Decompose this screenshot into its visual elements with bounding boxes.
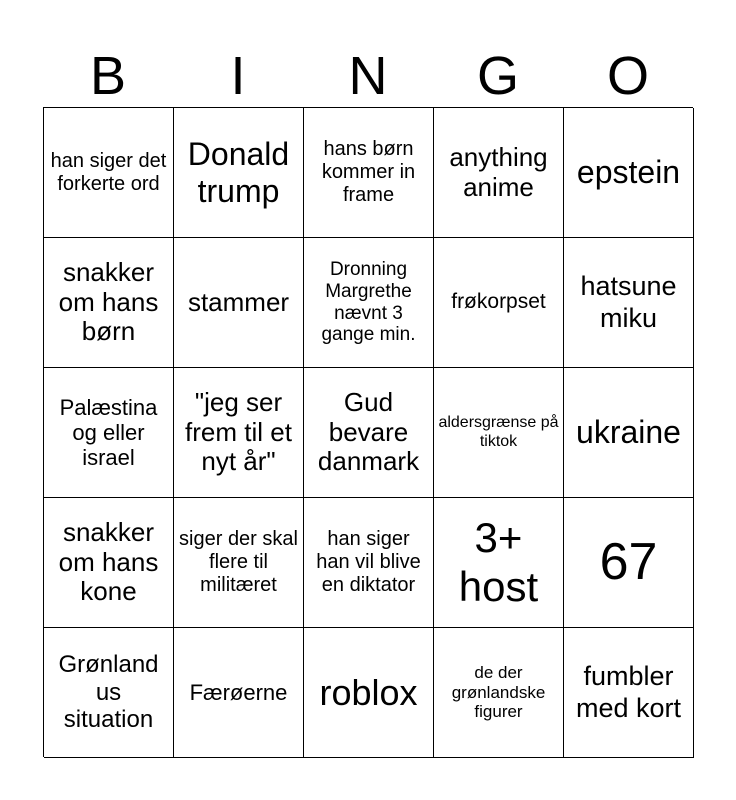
cell-text: Palæstina og eller israel: [59, 394, 158, 471]
bingo-cell[interactable]: [304, 368, 434, 498]
bingo-cell[interactable]: [434, 238, 564, 368]
bingo-cell[interactable]: [174, 238, 304, 368]
cell-text: snakker om hans børn: [58, 256, 159, 347]
header-letter-o: O: [606, 46, 649, 106]
bingo-cell[interactable]: [44, 498, 174, 628]
bingo-cell[interactable]: [304, 238, 434, 368]
bingo-cell[interactable]: [564, 108, 694, 238]
bingo-cell[interactable]: [304, 498, 434, 628]
cell-text: Dronning Margrethe nævnt 3 gange min.: [321, 258, 416, 346]
bingo-cell[interactable]: [434, 368, 564, 498]
cell-text: Donald trump: [187, 135, 290, 209]
cell-text: "jeg ser frem til et nyt år": [185, 386, 292, 477]
cell-text: 3+ host: [458, 514, 539, 610]
bingo-cell[interactable]: [44, 108, 174, 238]
bingo-cell[interactable]: [564, 368, 694, 498]
bingo-cell[interactable]: [434, 628, 564, 758]
bingo-cell[interactable]: [174, 108, 304, 238]
header-letter-n: N: [348, 46, 388, 106]
bingo-cell[interactable]: [44, 368, 174, 498]
cell-text: anything anime: [449, 141, 548, 202]
bingo-cell[interactable]: [174, 498, 304, 628]
cell-text: Gud bevare danmark: [317, 386, 420, 477]
cell-text: de der grønlandske figurer: [451, 663, 546, 722]
bingo-cell[interactable]: [564, 238, 694, 368]
cell-text: snakker om hans kone: [58, 516, 159, 607]
bingo-cell[interactable]: [434, 498, 564, 628]
cell-text: 67: [599, 532, 658, 591]
cell-text: Færøerne: [189, 679, 288, 705]
header-letter-i: I: [230, 46, 246, 106]
bingo-cell[interactable]: [174, 368, 304, 498]
cell-text: hans børn kommer in frame: [321, 138, 416, 206]
bingo-cell[interactable]: [304, 628, 434, 758]
cell-text: han siger det forkerte ord: [50, 149, 167, 195]
header-letter-b: B: [89, 46, 127, 106]
cell-text: ukraine: [576, 414, 681, 451]
cell-text: han siger han vil blive en diktator: [316, 528, 421, 596]
bingo-cell[interactable]: [564, 498, 694, 628]
cell-text: frøkorpset: [451, 290, 546, 314]
bingo-cell[interactable]: [434, 108, 564, 238]
cell-text: aldersgrænse på tiktok: [438, 414, 559, 450]
cell-text: siger der skal flere til militæret: [179, 528, 298, 596]
cell-text: roblox: [319, 671, 418, 713]
cell-text: hatsune miku: [580, 271, 677, 333]
bingo-header: [43, 44, 693, 108]
bingo-cell[interactable]: [564, 628, 694, 758]
header-letter-g: G: [476, 46, 519, 106]
cell-text: epstein: [576, 154, 681, 191]
bingo-cell[interactable]: [44, 628, 174, 758]
bingo-grid: [43, 107, 693, 757]
cell-text: fumbler med kort: [575, 661, 682, 723]
bingo-cell[interactable]: [174, 628, 304, 758]
cell-text: stammer: [187, 286, 290, 317]
bingo-cell[interactable]: [44, 238, 174, 368]
bingo-cell[interactable]: [304, 108, 434, 238]
cell-text: Grønland us situation: [58, 651, 159, 734]
